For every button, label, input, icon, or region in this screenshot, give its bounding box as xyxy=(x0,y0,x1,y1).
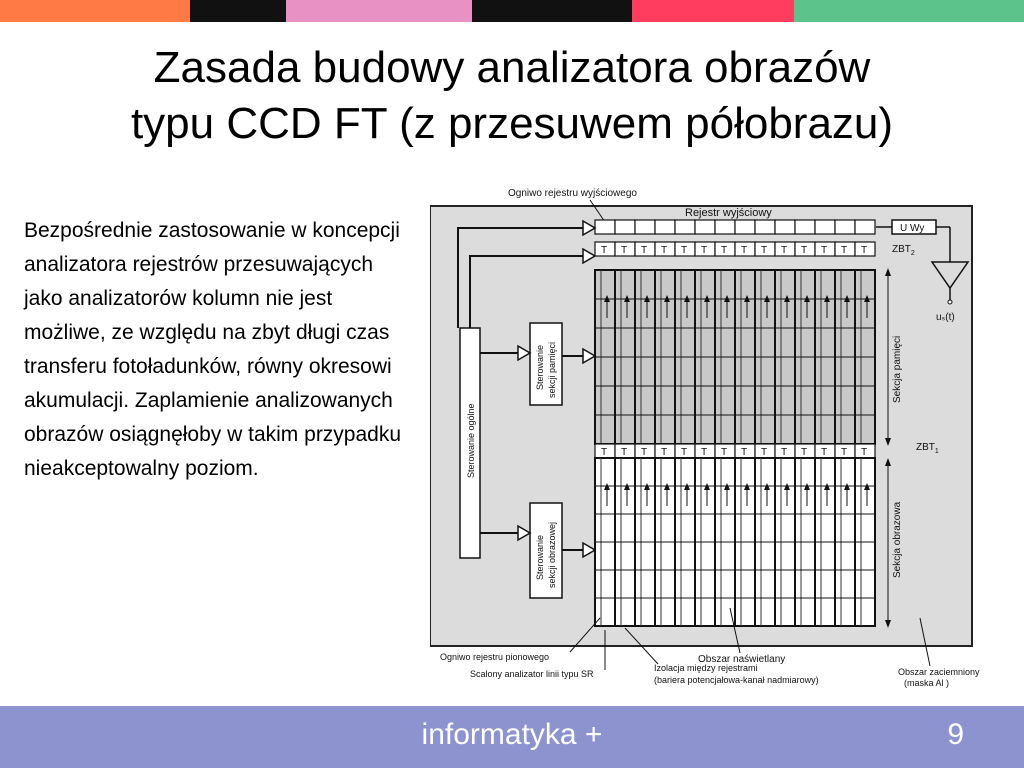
gate-label: T xyxy=(681,447,688,458)
gate-label: T xyxy=(641,245,648,256)
output-register-cell xyxy=(775,220,795,234)
stripe-segment xyxy=(472,0,632,22)
gate-label: T xyxy=(661,245,668,256)
gate-label: T xyxy=(741,447,748,458)
label-sr-line-analyzer: Scalony analizator linii typu SR xyxy=(470,669,594,679)
label-general-control: Sterowanie ogólne xyxy=(466,403,476,478)
label-isolation-2: (bariera potencjałowa-kanał nadmiarowy) xyxy=(654,675,819,685)
label-us: uₛ(t) xyxy=(936,312,955,323)
output-register-cell xyxy=(695,220,715,234)
label-memory-section: Sekcja pamięci xyxy=(892,335,903,403)
label-image-control-2: sekcji obrazowej xyxy=(547,521,557,588)
gate-label: T xyxy=(601,447,608,458)
label-output-cell: Ogniwo rejestru wyjściowego xyxy=(508,188,637,199)
output-register-cell xyxy=(815,220,835,234)
page-number: 9 xyxy=(947,718,964,751)
stripe-segment xyxy=(632,0,794,22)
zbt1-subscript: 1 xyxy=(934,448,939,455)
label-image-section: Sekcja obrazowa xyxy=(892,501,903,578)
slide-title xyxy=(0,40,1024,152)
output-register-cell xyxy=(655,220,675,234)
output-register-cell xyxy=(635,220,655,234)
gate-label: T xyxy=(861,447,868,458)
gate-label: T xyxy=(821,447,828,458)
footer-bar xyxy=(0,706,1024,768)
zbt2-transfer-gates xyxy=(595,242,875,256)
gate-label: T xyxy=(861,245,868,256)
zbt2-text: ZBT xyxy=(892,244,911,255)
zbt2-subscript: 2 xyxy=(910,250,915,257)
gate-label: T xyxy=(721,447,728,458)
output-register-cell xyxy=(675,220,695,234)
output-register-cell xyxy=(755,220,775,234)
gate-label: T xyxy=(701,447,708,458)
gate-label: T xyxy=(601,245,608,256)
output-register-cell xyxy=(615,220,635,234)
stripe-segment xyxy=(286,0,472,22)
top-color-stripe xyxy=(0,0,1024,22)
gate-label: T xyxy=(781,245,788,256)
ccd-ft-diagram xyxy=(430,178,1010,688)
output-register-cell xyxy=(855,220,875,234)
slide-title-line-2: typu CCD FT (z przesuwem półobrazu) xyxy=(130,99,894,148)
gate-label: T xyxy=(801,245,808,256)
slide-title-line-1: Zasada budowy analizatora obrazów xyxy=(153,43,871,92)
stripe-segment xyxy=(0,0,190,22)
gate-label: T xyxy=(761,245,768,256)
label-isolation-1: Izolacja między rejestrami xyxy=(654,663,758,673)
body-paragraph: Bezpośrednie zastosowanie w koncepcji analizatora rejestrów przesuwających jako analizatorów kolumn nie jest możliwe, ze względu na zbyt długi czas transferu fotoładunków, równy okresowi akumulacji. Zaplamienie analizowanych obrazów osiągnęłoby w takim przypadku nieakceptowalny poziom. xyxy=(24,219,402,480)
gate-label: T xyxy=(641,447,648,458)
stripe-segment xyxy=(794,0,1024,22)
gate-label: T xyxy=(841,245,848,256)
output-register-cell xyxy=(595,220,615,234)
output-register-cell xyxy=(715,220,735,234)
label-memory-control-1: Sterowanie xyxy=(535,344,545,390)
output-register-cell xyxy=(735,220,755,234)
gate-label: T xyxy=(661,447,668,458)
label-illuminated-area: Obszar naświetlany xyxy=(698,654,786,665)
zbt1-text: ZBT xyxy=(916,442,935,453)
zbt1-transfer-gates xyxy=(595,444,875,458)
footer-text: informatyka + xyxy=(421,718,603,751)
label-vertical-register-cell: Ogniwo rejestru pionowego xyxy=(440,652,550,662)
output-register-cell xyxy=(835,220,855,234)
gate-label: T xyxy=(801,447,808,458)
gate-label: T xyxy=(721,245,728,256)
gate-label: T xyxy=(741,245,748,256)
gate-label: T xyxy=(621,447,628,458)
gate-label: T xyxy=(621,245,628,256)
label-output-register: Rejestr wyjściowy xyxy=(685,207,772,219)
label-dark-area-2: (maska Al ) xyxy=(904,678,950,688)
gate-label: T xyxy=(681,245,688,256)
output-register xyxy=(595,220,875,234)
label-memory-control-2: sekcji pamięci xyxy=(547,341,557,398)
stripe-segment xyxy=(190,0,286,22)
gate-label: T xyxy=(781,447,788,458)
gate-label: T xyxy=(701,245,708,256)
gate-label: T xyxy=(841,447,848,458)
output-register-cell xyxy=(795,220,815,234)
gate-label: T xyxy=(761,447,768,458)
label-image-control-1: Sterowanie xyxy=(535,534,545,580)
label-dark-area-1: Obszar zaciemniony xyxy=(898,667,980,677)
label-u-wy: U Wy xyxy=(900,223,925,234)
gate-label: T xyxy=(821,245,828,256)
